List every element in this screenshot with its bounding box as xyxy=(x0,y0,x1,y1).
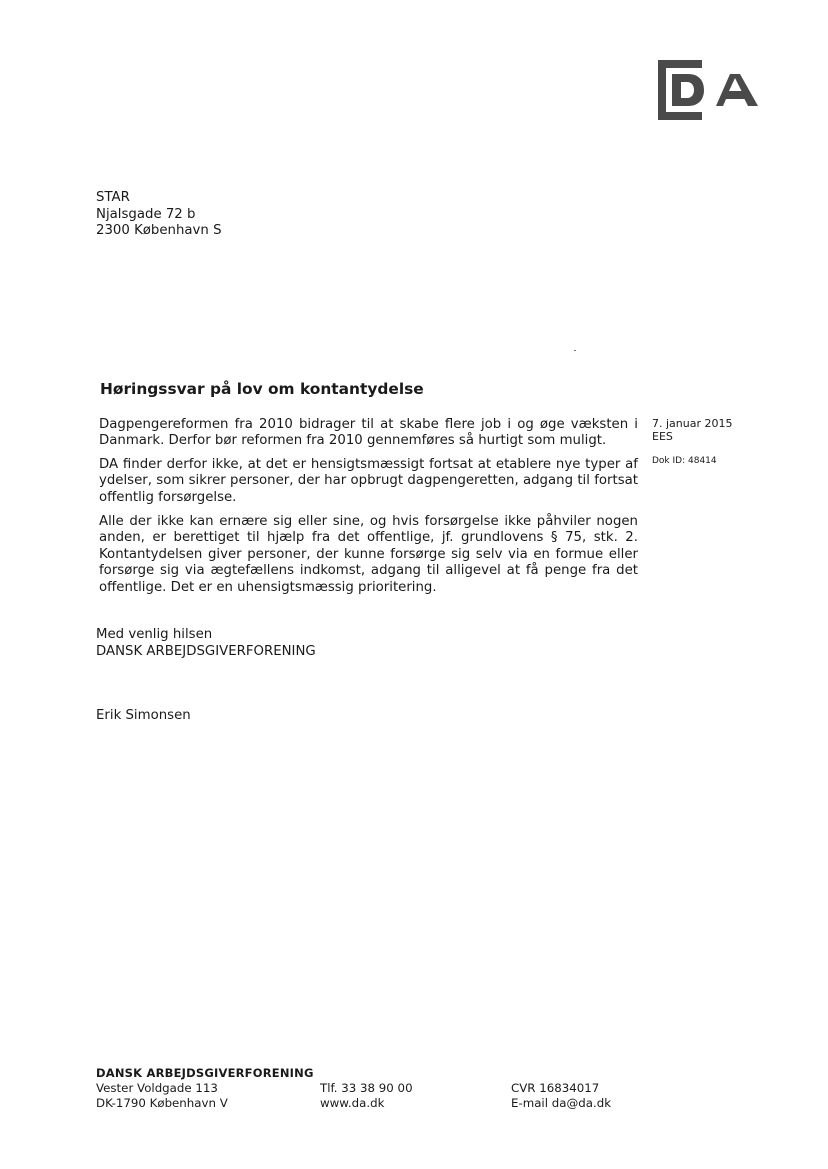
footer-contact xyxy=(320,1081,413,1111)
recipient-city: 2300 København S xyxy=(96,223,222,238)
letter-heading: Høringssvar på lov om kontantydelse xyxy=(100,380,424,398)
closing-organization: DANSK ARBEJDSGIVERFORENING xyxy=(96,643,316,659)
footer-organization: DANSK ARBEJDSGIVERFORENING xyxy=(96,1066,314,1080)
body-paragraph: Dagpengereformen fra 2010 bidrager til at skabe flere job i og øge væksten i Danmark. Derfor bør reformen fra 2010 gennemføres så hurtigt som muligt. xyxy=(99,417,638,449)
recipient-address xyxy=(96,190,222,240)
da-logo-graphic xyxy=(654,58,762,122)
document-id: Dok ID: 48414 xyxy=(652,456,717,466)
signer-name: Erik Simonsen xyxy=(96,708,191,723)
footer-address-line: Vester Voldgade 113 xyxy=(96,1081,218,1095)
body-paragraph: DA finder derfor ikke, at det er hensigtsmæssigt fortsat at etablere nye typer af ydelser, som sikrer personer, der har opbrugt dagpengeretten, adgang til fortsat offentlig forsørgelse. xyxy=(99,457,638,505)
footer-web: www.da.dk xyxy=(320,1096,385,1110)
da-logo xyxy=(654,58,762,122)
closing-block xyxy=(96,627,316,660)
footer-registration xyxy=(511,1081,611,1111)
recipient-name: STAR xyxy=(96,190,130,205)
footer-phone: Tlf. 33 38 90 00 xyxy=(320,1081,413,1095)
letter-date: 7. januar 2015 xyxy=(652,417,733,430)
footer-cvr: CVR 16834017 xyxy=(511,1081,600,1095)
closing-greeting: Med venlig hilsen xyxy=(96,627,213,642)
footer-address xyxy=(96,1081,228,1111)
recipient-street: Njalsgade 72 b xyxy=(96,206,196,222)
body-paragraph: Alle der ikke kan ernære sig eller sine, og hvis forsørgelse ikke påhviler nogen anden, er berettiget til hjælp fra det offentlige, jf. grundlovens § 75, stk. 2. Kontantydelsen giver personer, der kunne forsørge sig selv via en formue eller forsørge sig via ægtefællens indkomst, adgang til alligevel at få penge fra det offentlige. Det er en uhensigtsmæssig prioritering. xyxy=(99,514,638,595)
scan-speck xyxy=(574,350,576,351)
footer-email: E-mail da@da.dk xyxy=(511,1096,612,1110)
author-initials: EES xyxy=(652,430,673,443)
footer-address-line: DK-1790 København V xyxy=(96,1096,228,1110)
